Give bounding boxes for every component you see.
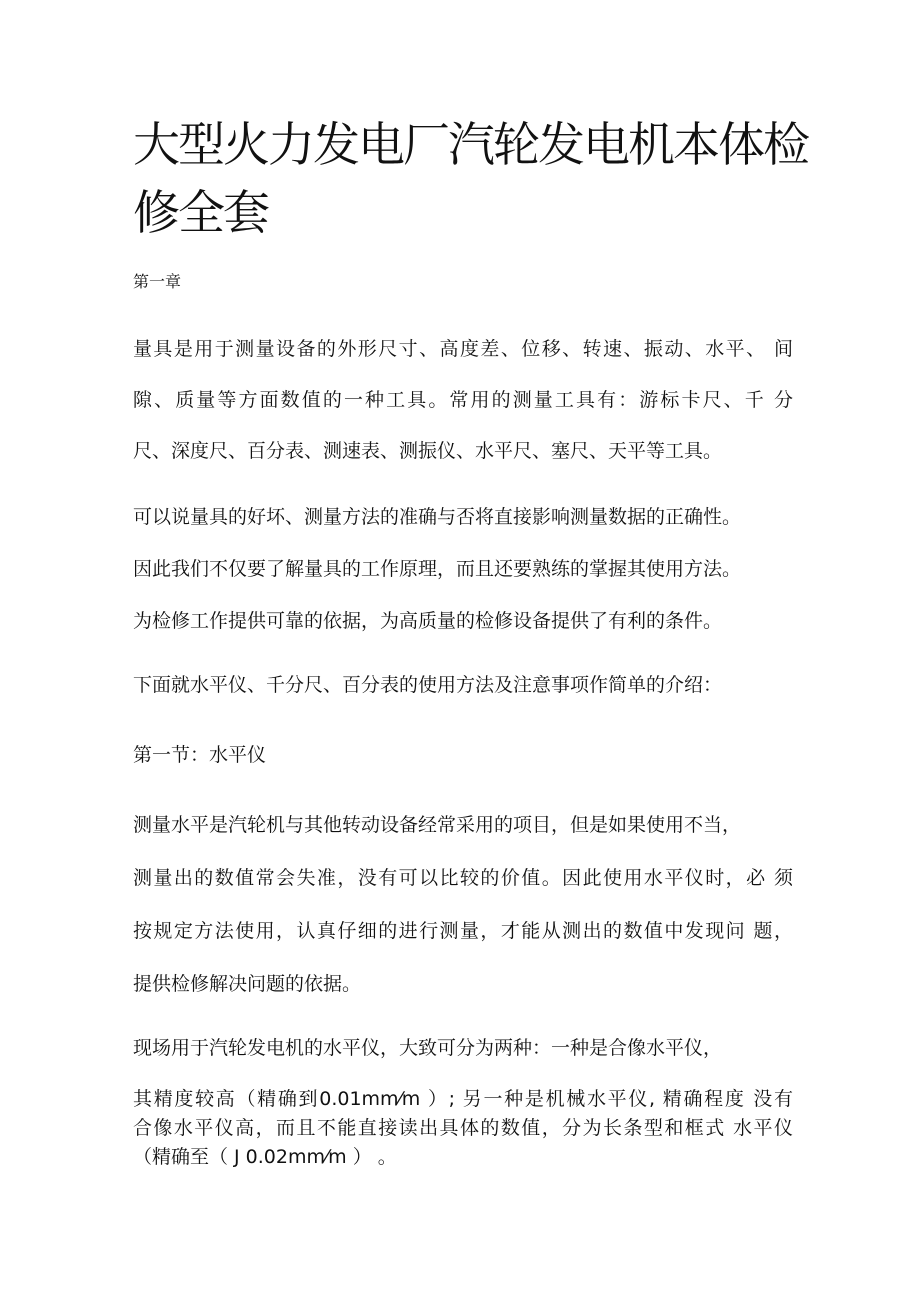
paragraph-line: 量具是用于测量设备的外形尺寸、高度差、位移、转速、振动、水平、 间 (133, 338, 793, 360)
paragraph-level-measurement (133, 813, 793, 1025)
paragraph-line: 隙、质量等方面数值的一种工具。常用的测量工具有：游标卡尺、千 分 (133, 389, 793, 411)
paragraph-measuring-tools (133, 337, 793, 490)
section-heading: 第一节：水平仪 (133, 744, 267, 766)
paragraph-line: 合像水平仪高，而且不能直接读出具体的数值，分为长条型和框式 水平仪 (133, 1117, 793, 1139)
paragraph-line: 其精度较高（精确到0.01mm⁄m ）; 另一种是机械水平仪, 精确程度 没有 (133, 1088, 793, 1110)
paragraph-line: 测量出的数值常会失准，没有可以比较的价值。因此使用水平仪时，必 须 (133, 867, 793, 889)
paragraph-tool-quality (133, 505, 793, 661)
paragraph-line: 提供检修解决问题的依据。 (133, 973, 362, 995)
paragraph-line: 尺、深度尺、百分表、测速表、测振仪、水平尺、塞尺、天平等工具。 (133, 440, 723, 462)
paragraph-line: 按规定方法使用，认真仔细的进行测量，才能从测出的数值中发现问 题， (133, 920, 793, 942)
paragraph-line: 因此我们不仅要了解量具的工作原理，而且还要熟练的掌握其使用方法。 (133, 558, 742, 580)
paragraph-line: 为检修工作提供可靠的依据，为高质量的检修设备提供了有利的条件。 (133, 610, 723, 632)
paragraph-line: 测量水平是汽轮机与其他转动设备经常采用的项目，但是如果使用不当， (133, 814, 742, 836)
document-title (133, 112, 808, 248)
title-line-1: 大型火力发电厂汽轮发电机本体检 (133, 118, 808, 173)
paragraph-introduction: 下面就水平仪、千分尺、百分表的使用方法及注意事项作简单的介绍： (133, 674, 723, 696)
paragraph-line: 可以说量具的好坏、测量方法的准确与否将直接影响测量数据的正确性。 (133, 506, 742, 528)
paragraph-level-types-line-1: 现场用于汽轮发电机的水平仪，大致可分为两种：一种是合像水平仪， (133, 1037, 723, 1059)
chapter-heading: 第一章 (133, 272, 182, 291)
title-line-2: 修全套 (133, 186, 268, 241)
paragraph-line: （精确至（ J 0.02mm⁄m ） 。 (133, 1146, 397, 1168)
paragraph-level-types (133, 1085, 793, 1172)
